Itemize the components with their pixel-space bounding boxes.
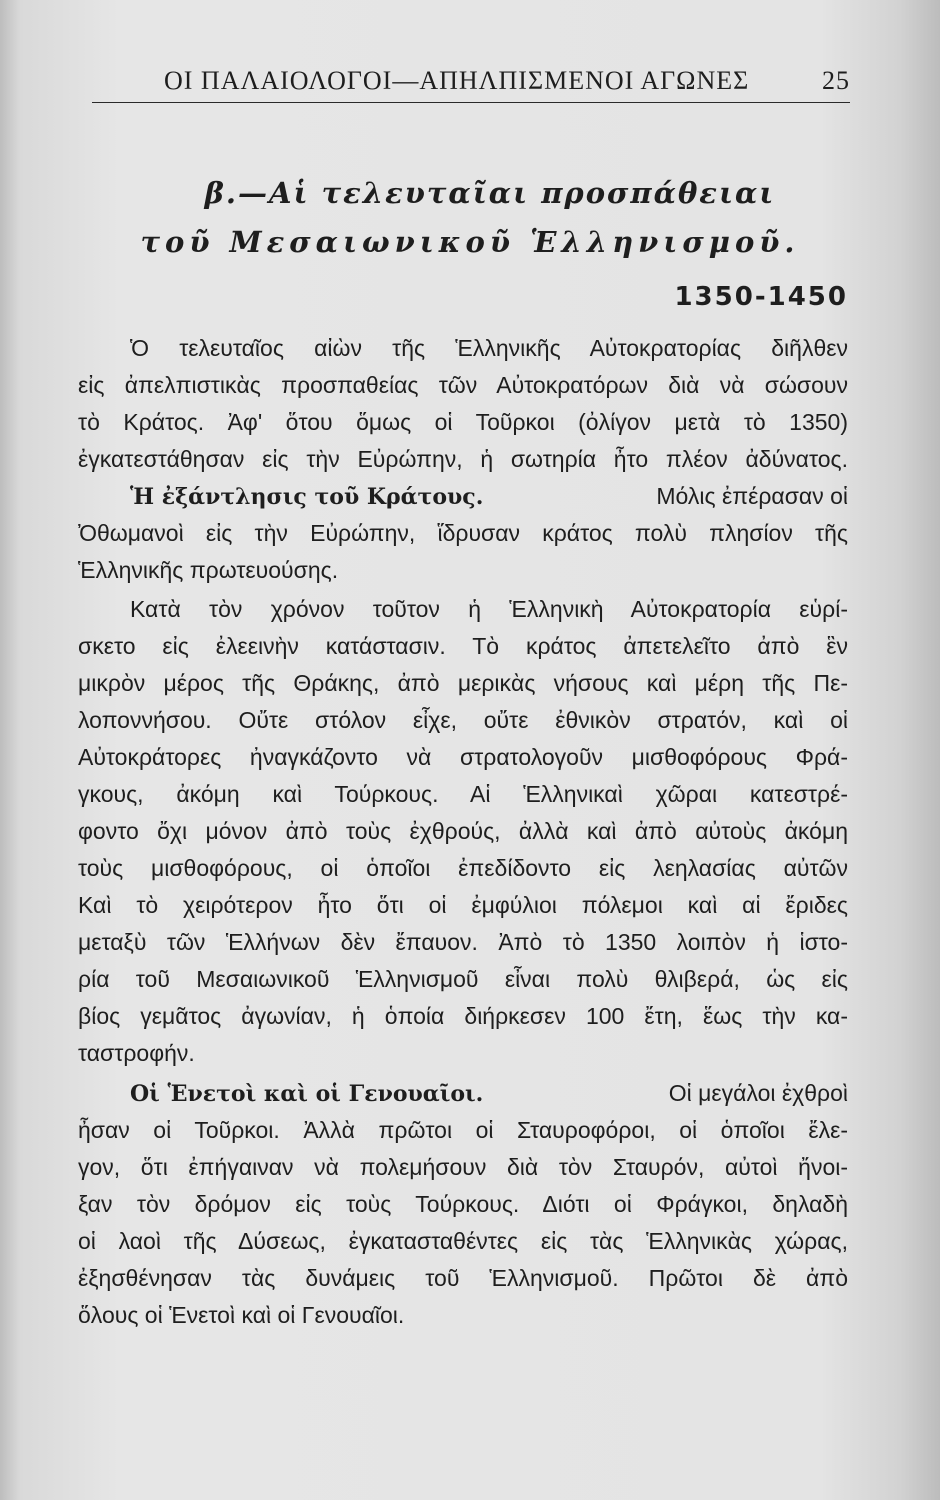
text-line: ἐξησθένησαν τὰς δυνάμεις τοῦ Ἑλληνισμοῦ. Πρῶτοι δὲ ἀπὸ [78,1265,848,1291]
text-line: τοὺς μισθοφόρους, οἱ ὁποῖοι ἐπεδίδοντο εἰς λεηλασίας αὐτῶν [78,855,848,881]
text-line: ρία τοῦ Μεσαιωνικοῦ Ἑλληνισμοῦ εἶναι πολὺ θλιβερά, ὡς εἰς [78,966,848,992]
text-line: Ὁ τελευταῖος αἰὼν τῆς Ἑλληνικῆς Αὐτοκρατορίας διῆλθεν [130,335,848,361]
text-line: Καὶ τὸ χειρότερον ἦτο ὅτι οἱ ἐμφύλιοι πόλεμοι καὶ αἱ ἔριδες [78,892,848,918]
text-line: ὅλους οἱ Ἑνετοὶ καὶ οἱ Γενουαῖοι. [78,1302,405,1328]
section-title-line1: β.—Αἱ τελευταῖαι προσπάθειαι [204,176,776,210]
text-line: ἦσαν οἱ Τοῦρκοι. Ἀλλὰ πρῶτοι οἱ Σταυροφόροι, οἱ ὁποῖοι ἔλε- [78,1117,848,1143]
text-line: Κατὰ τὸν χρόνον τοῦτον ἡ Ἑλληνικὴ Αὐτοκρατορία εὑρί- [130,596,848,622]
text-line-with-subhead [130,1076,848,1111]
text-line: φοντο ὄχι μόνον ἀπὸ τοὺς ἐχθρούς, ἀλλὰ καὶ ἀπὸ αὐτοὺς ἀκόμη [78,818,848,844]
text-line: γον, ὅτι ἐπήγαιναν νὰ πολεμήσουν διὰ τὸν Σταυρόν, αὐτοὶ ἤνοι- [78,1154,848,1180]
text-line: σκετο εἰς ἐλεεινὴν κατάστασιν. Τὸ κράτος ἀπετελεῖτο ἀπὸ ἓν [78,633,848,659]
text-line: ἐγκατεστάθησαν εἰς τὴν Εὐρώπην, ἡ σωτηρία ἦτο πλέον ἀδύνατος. [78,446,848,472]
running-title: ΟΙ ΠΑΛΑΙΟΛΟΓΟΙ—ΑΠΗΛΠΙΣΜΕΝΟΙ ΑΓΩΝΕΣ [164,66,750,95]
text-line: Ἑλληνικῆς πρωτευούσης. [78,557,339,583]
subhead-exhaustion: Ἡ ἐξάντλησις τοῦ Κράτους. [130,484,484,510]
subhead-venetians: Οἱ Ἑνετοὶ καὶ οἱ Γενουαῖοι. [130,1081,484,1107]
text-line: ξαν τὸν δρόμον εἰς τοὺς Τούρκους. Διότι οἱ Φράγκοι, δηλαδὴ [78,1191,848,1217]
text-line: τὸ Κράτος. Ἀφ' ὅτου ὅμως οἱ Τοῦρκοι (ὀλίγον μετὰ τὸ 1350) [78,409,848,435]
section-years: 1350-1450 [674,282,848,312]
text-line: ταστροφήν. [78,1040,195,1066]
text-line: μικρὸν μέρος τῆς Θράκης, ἀπὸ μερικὰς νήσους καὶ μέρη τῆς Πε- [78,670,848,696]
text-line-tail: Μόλις ἐπέρασαν οἱ [656,483,848,509]
text-line: λοποννήσου. Οὔτε στόλον εἶχε, οὔτε ἐθνικὸν στρατόν, καὶ οἱ [78,707,848,733]
text-line-with-subhead [130,479,848,514]
text-line: εἰς ἀπελπιστικὰς προσπαθείας τῶν Αὐτοκρατόρων διὰ νὰ σώσουν [78,372,848,398]
page-number: 25 [822,66,850,95]
text-line: Αὐτοκράτορες ἠναγκάζοντο νὰ στρατολογοῦν μισθοφόρους Φρά- [78,744,848,770]
text-line-tail: Οἱ μεγάλοι ἐχθροὶ [668,1080,848,1106]
running-header [92,64,850,103]
text-line: βίος γεμᾶτος ἀγωνίαν, ἡ ὁποία διήρκεσεν 100 ἔτη, ἕως τὴν κα- [78,1003,848,1029]
text-line: μεταξὺ τῶν Ἑλλήνων δὲν ἔπαυον. Ἀπὸ τὸ 1350 λοιπὸν ἡ ἱστο- [78,929,848,955]
section-title-line2: τοῦ Μεσαιωνικοῦ Ἑλληνισμοῦ. [140,225,800,259]
text-line: οἱ λαοὶ τῆς Δύσεως, ἐγκατασταθέντες εἰς τὰς Ἑλληνικὰς χώρας, [78,1228,848,1254]
text-line: Ὀθωμανοὶ εἰς τὴν Εὐρώπην, ἵδρυσαν κράτος πολὺ πλησίον τῆς [78,520,848,546]
text-line: γκους, ἀκόμη καὶ Τούρκους. Αἱ Ἑλληνικαὶ χῶραι κατεστρέ- [78,781,848,807]
